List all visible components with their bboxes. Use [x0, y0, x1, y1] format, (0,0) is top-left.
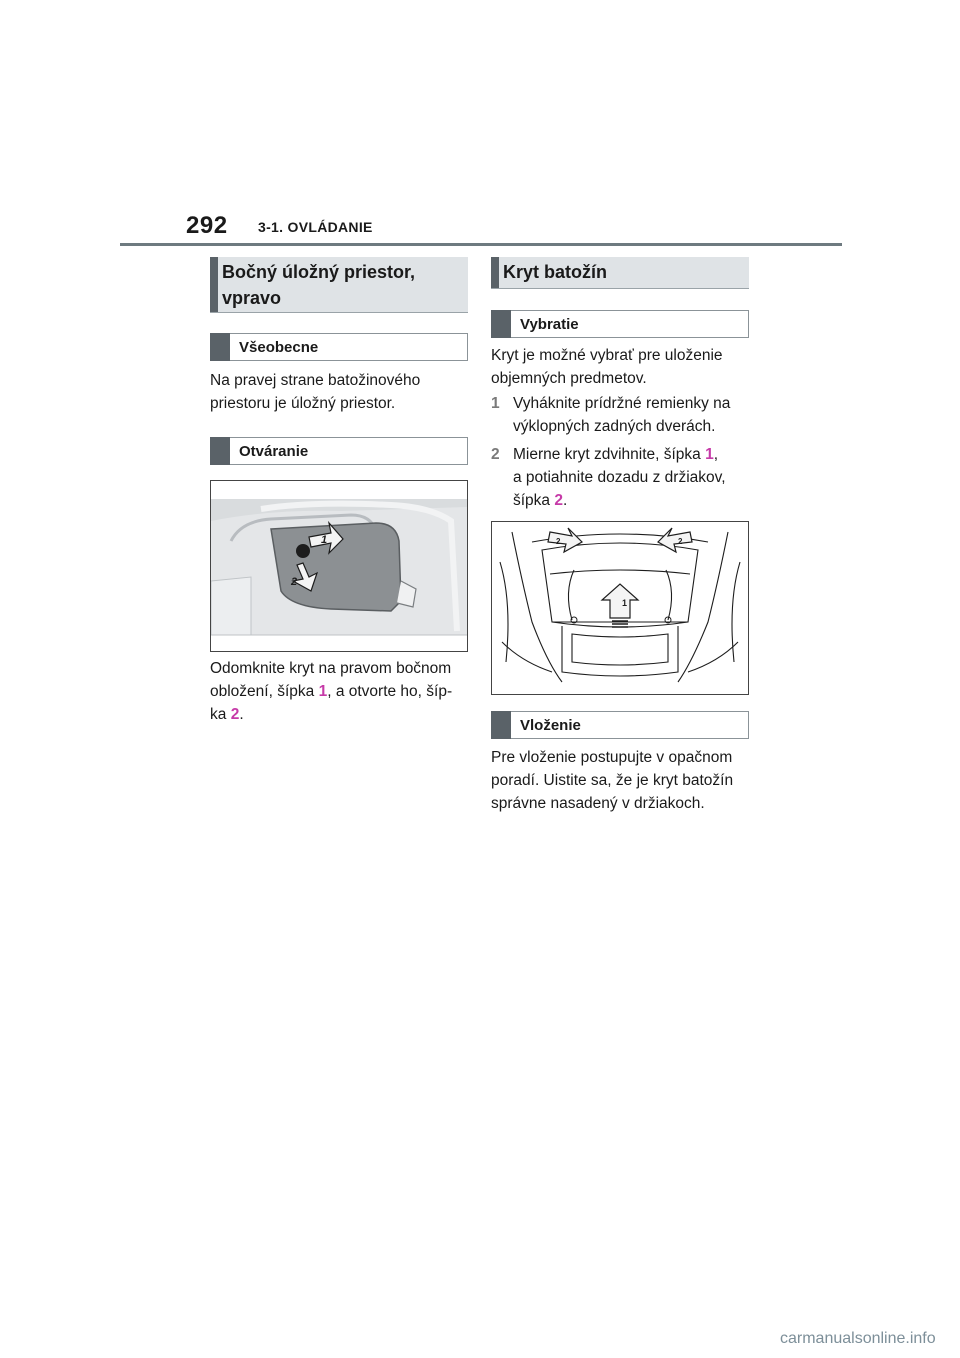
figure-label-2-right: 2: [678, 537, 683, 546]
text-line: Kryt je možné vybrať pre uloženie: [491, 347, 723, 364]
text-span: šípka: [513, 492, 551, 509]
section-title: 3-1. OVLÁDANIE: [258, 219, 373, 235]
heading-bar: [491, 257, 499, 288]
left-heading-line1: Bočný úložný priestor,: [222, 262, 416, 282]
watermark: carmanualsonline.info: [780, 1330, 936, 1347]
text-line: správne nasadený v držiakoch.: [491, 795, 705, 812]
left-heading-line2: vpravo: [222, 288, 282, 308]
text-span: .: [239, 706, 244, 723]
figure-label-1: 1: [622, 598, 628, 608]
text-line: priestoru je úložný priestor.: [210, 395, 396, 412]
subheading-vybratie: [491, 310, 749, 338]
figure-label-1: 1: [321, 534, 328, 546]
arrow-ref-1: 1: [705, 446, 714, 463]
text-span: ka: [210, 706, 227, 723]
step-number: 1: [491, 395, 500, 412]
subheading-bar: [210, 333, 230, 361]
subheading-label: Otváranie: [239, 443, 309, 460]
text-line: Na pravej strane batožinového: [210, 372, 421, 389]
text-line: Pre vloženie postupujte v opačnom: [491, 749, 733, 766]
arrow-ref-1: 1: [318, 683, 328, 700]
step-1: [491, 392, 753, 438]
text-line: výklopných zadných dverách.: [513, 418, 716, 435]
figure-label-2-left: 2: [556, 537, 561, 546]
text-line: [491, 443, 753, 466]
subheading-label: Vybratie: [520, 316, 579, 333]
heading-bar: [210, 257, 218, 312]
arrow-ref-2: 2: [554, 492, 563, 509]
left-section-heading: [210, 257, 468, 313]
subheading-bar: [491, 310, 511, 338]
text-line: objemných predmetov.: [491, 370, 647, 387]
text-span: , a otvorte ho, šíp-: [327, 683, 453, 700]
text-line: [491, 392, 753, 415]
luggage-cover-illustration: [491, 521, 749, 695]
subheading-vseobecne: [210, 333, 468, 361]
subheading-bar: [491, 711, 511, 739]
left-paragraph-1: [210, 369, 468, 415]
text-span: Vyháknite prídržné remienky na: [513, 395, 731, 412]
text-line: [210, 703, 472, 726]
step-number: 2: [491, 446, 500, 463]
arrow-ref-2: 2: [230, 706, 240, 723]
header-divider: [120, 243, 842, 246]
text-span: .: [563, 492, 568, 509]
luggage-cover-drawing: [492, 522, 748, 694]
right-heading: Kryt batožín: [503, 262, 608, 282]
subheading-bar: [210, 437, 230, 465]
text-line: [210, 680, 472, 703]
text-span: obložení, šípka: [210, 683, 315, 700]
subheading-vlozenie: [491, 711, 749, 739]
right-paragraph-1: [491, 344, 753, 390]
figure-label-2: 2: [291, 576, 298, 588]
text-line: Odomknite kryt na pravom bočnom: [210, 660, 452, 677]
text-span: ,: [713, 446, 719, 463]
text-line: a potiahnite dozadu z držiakov,: [513, 469, 726, 486]
left-paragraph-2: [210, 657, 472, 726]
subheading-label: Všeobecne: [239, 339, 319, 356]
step-2: [491, 443, 753, 512]
right-paragraph-2: [491, 746, 755, 815]
text-line: [491, 489, 753, 512]
page-number: 292: [186, 212, 228, 239]
subheading-otvaranie: [210, 437, 468, 465]
right-section-heading: [491, 257, 749, 289]
text-span: Mierne kryt zdvihnite, šípka: [513, 446, 701, 463]
text-line: poradí. Uistite sa, že je kryt batožín: [491, 772, 734, 789]
side-compartment-illustration: [210, 480, 468, 652]
subheading-label: Vloženie: [520, 717, 581, 734]
side-compartment-drawing: [211, 481, 467, 651]
